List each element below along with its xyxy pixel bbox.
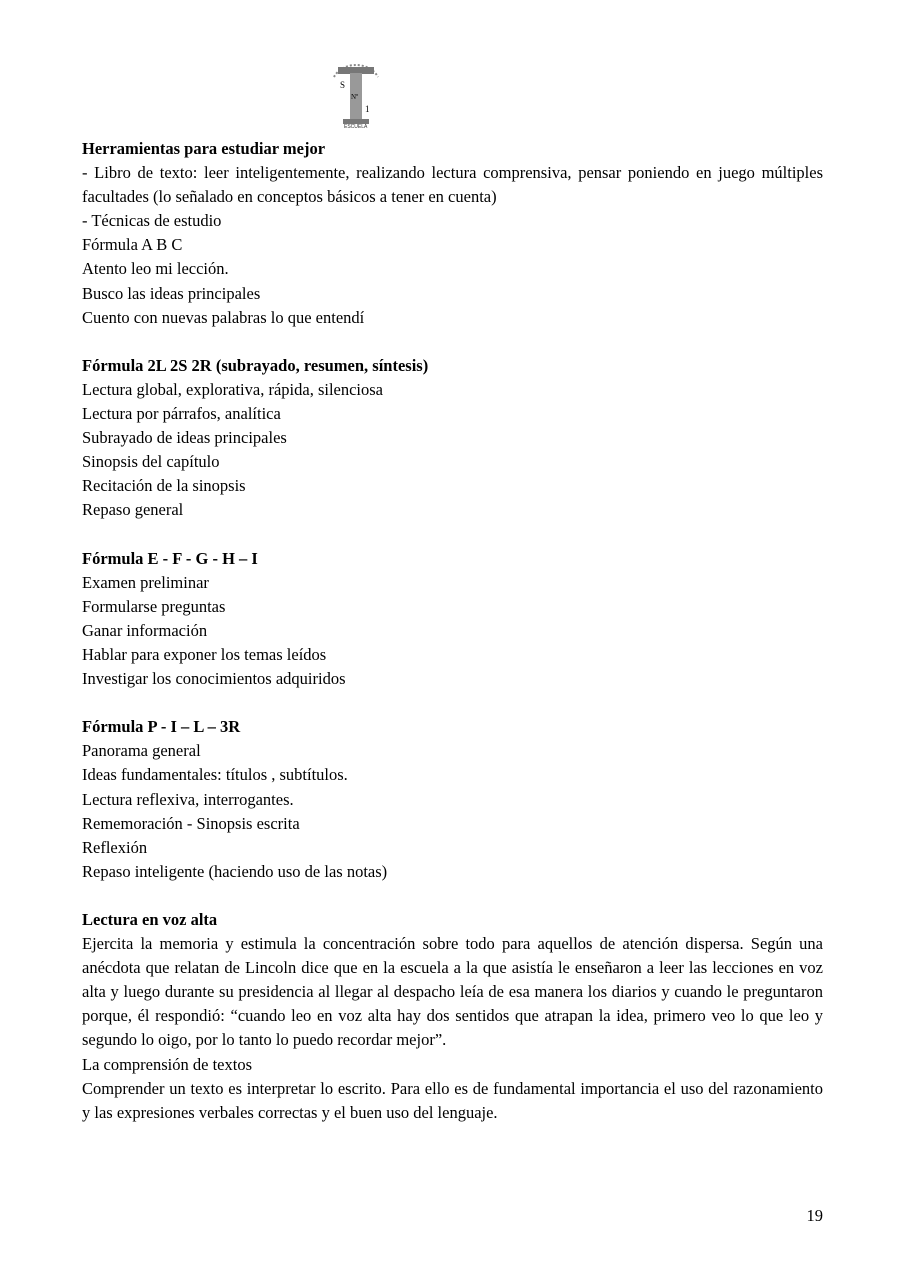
list-item: Repaso inteligente (haciendo uso de las notas) [82,861,388,881]
school-logo [326,55,386,129]
list-item: Reflexión [82,837,148,857]
section-title: Fórmula P - I – L – 3R [82,717,241,737]
list-item: Lectura reflexiva, interrogantes. [82,789,294,809]
logo-number-one: 1 [365,104,370,114]
section-title: Lectura en voz alta [82,910,218,929]
list-item: Hablar para exponer los temas leídos [82,644,327,664]
logo-bottom-text: ESCUELA [344,124,368,129]
list-item: Formularse preguntas [82,596,226,616]
list-item: Fórmula A B C [82,235,183,255]
list-item: Ideas fundamentales: títulos , subtítulos. [82,765,348,785]
list-item: Sinopsis del capítulo [82,452,220,472]
paragraph: Comprender un texto es interpretar lo escrito. Para ello es de fundamental importancia el uso del razonamiento y las expresiones verbales correctas y el buen uso del lenguaje. [82,1078,823,1122]
list-item: Recitación de la sinopsis [82,476,246,496]
list-item: Busco las ideas principales [82,283,261,303]
list-item: Ganar información [82,620,208,640]
list-item: Repaso general [82,500,184,520]
subheading-line: La comprensión de textos [82,1054,252,1074]
paragraph: Ejercita la memoria y estimula la concentración sobre todo para aquellos de atención dispersa. Según una anécdota que relatan de Lincoln dice que en la escuela a la que asistía le enseñaron a leer las lecciones en voz alta y luego durante su presidencia al llegar al despacho leía de esa manera los diarios y cuando le preguntaron porque, él respondió: “cuando leo en voz alta hay dos sentidos que atrapan la idea, primero veo lo que leo y segundo lo oigo, por lo tanto lo puedo recordar mejor”. [82,934,823,1050]
list-item: Subrayado de ideas principales [82,428,287,448]
list-item: Examen preliminar [82,572,209,592]
list-item: Lectura por párrafos, analítica [82,404,281,424]
page-body [82,137,823,1125]
list-item: Cuento con nuevas palabras lo que entendí [82,307,365,327]
section-title: Fórmula 2L 2S 2R (subrayado, resumen, síntesis) [82,355,429,375]
list-item: Atento leo mi lección. [82,259,229,279]
list-item: - Técnicas de estudio [82,211,222,231]
list-item: Lectura global, explorativa, rápida, silenciosa [82,379,384,399]
logo-number-sign: Nº [351,93,359,101]
list-item: Panorama general [82,741,201,761]
list-item: Investigar los conocimientos adquiridos [82,669,346,689]
section-title: Herramientas para estudiar mejor [82,139,326,158]
logo-letter-s: S [340,80,346,90]
page-number: 19 [806,1206,823,1225]
paragraph: - Libro de texto: leer inteligentemente, realizando lectura comprensiva, pensar poniendo en juego múltiples facultades (lo señalado en conceptos básicos a tener en cuenta) [82,163,823,207]
section-title: Fórmula E - F - G - H – I [82,548,258,568]
list-item: Rememoración - Sinopsis escrita [82,813,300,833]
